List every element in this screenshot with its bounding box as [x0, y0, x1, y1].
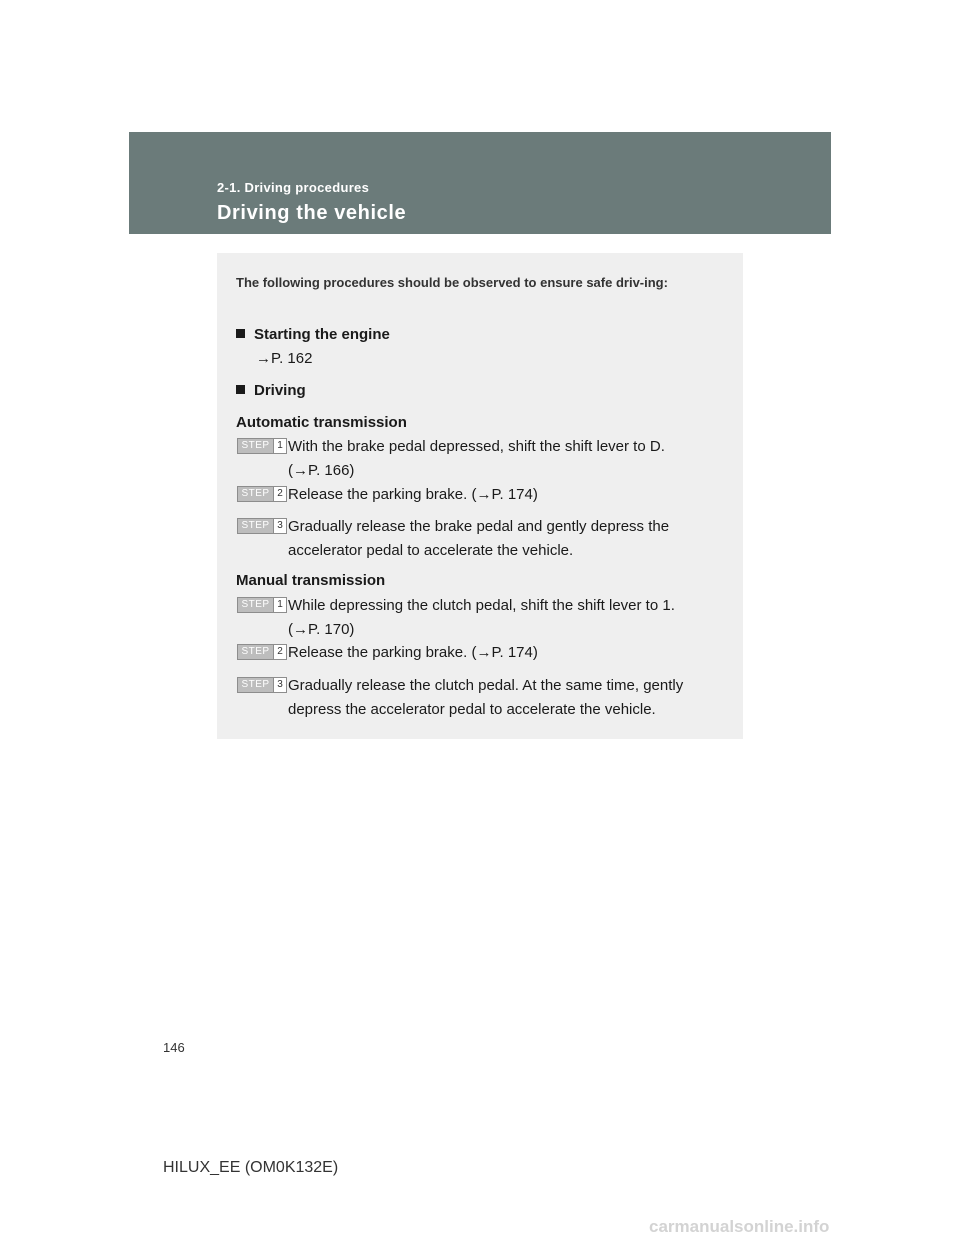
watermark: carmanualsonline.info	[649, 1217, 830, 1236]
heading-starting-engine-label: Starting the engine	[254, 326, 390, 343]
manual-step-1-text: While depressing the clutch pedal, shift the shift lever to 1. (→P. 170)	[288, 594, 720, 642]
page-reference-starting[interactable]: →P. 162	[256, 350, 313, 367]
auto-step-2-text: Release the parking brake. (→P. 174)	[288, 486, 538, 503]
page-title: Driving the vehicle	[217, 202, 407, 224]
page-reference[interactable]: (→P. 166)	[288, 462, 355, 479]
step-badge-icon: STEP 2	[237, 486, 287, 502]
step-badge-icon: STEP 2	[237, 644, 287, 660]
chapter-header	[129, 132, 831, 234]
manual-step-2-text: Release the parking brake. (→P. 174)	[288, 644, 538, 661]
heading-starting-engine	[236, 326, 390, 343]
heading-driving	[236, 382, 306, 399]
manual-transmission-title: Manual transmission	[236, 572, 386, 589]
step-badge-icon: STEP 1	[237, 597, 287, 613]
content-box	[217, 253, 743, 739]
step-badge-icon: STEP 1	[237, 438, 287, 454]
square-bullet-icon	[236, 385, 245, 394]
step-badge-icon: STEP 3	[237, 518, 287, 534]
step-badge-icon: STEP 3	[237, 677, 287, 693]
section-label: 2-1. Driving procedures	[217, 180, 370, 195]
intro-text: The following procedures should be observed to ensure safe driv-ing:	[236, 275, 668, 290]
page-reference[interactable]: (→P. 170)	[288, 621, 355, 638]
auto-step-1-text: With the brake pedal depressed, shift the shift lever to D. (→P. 166)	[288, 435, 720, 483]
automatic-transmission-title: Automatic transmission	[236, 414, 407, 431]
document-code: HILUX_EE (OM0K132E)	[163, 1159, 339, 1176]
page-number: 146	[163, 1040, 185, 1055]
square-bullet-icon	[236, 329, 245, 338]
auto-step-3-text: Gradually release the brake pedal and gently depress the accelerator pedal to accelerate the vehicle.	[288, 518, 670, 559]
manual-step-3-text: Gradually release the clutch pedal. At the same time, gently depress the accelerator pedal to accelerate the vehicle.	[288, 677, 684, 718]
heading-driving-label: Driving	[254, 382, 306, 399]
